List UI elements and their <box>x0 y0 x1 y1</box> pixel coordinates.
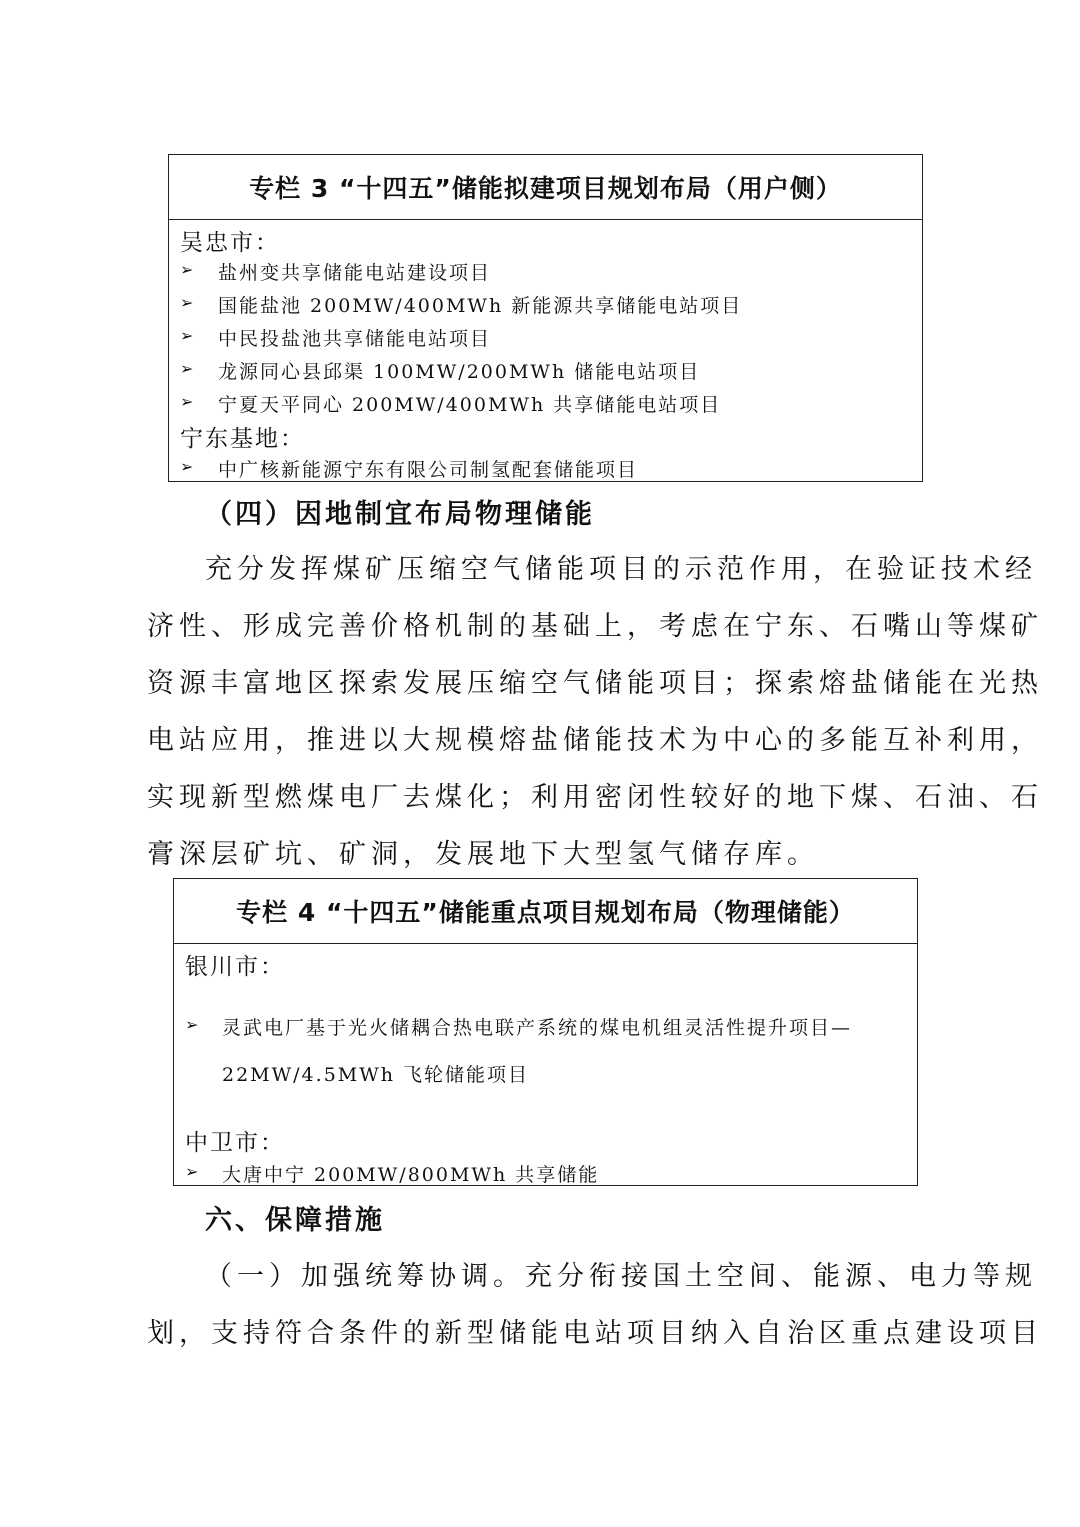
box3-region-ningdong: 宁东基地： <box>180 426 305 452</box>
bullet-icon: ➢ <box>180 293 194 312</box>
section4-line: 膏深层矿坑、矿洞，发展地下大型氢气储存库。 <box>147 839 819 870</box>
box3-region-wuzhong: 吴忠市： <box>180 230 280 256</box>
section4-line: 实现新型燃煤电厂去煤化；利用密闭性较好的地下煤、石油、石 <box>147 782 1043 813</box>
section6-line: （一）加强统筹协调。充分衔接国土空间、能源、电力等规 <box>205 1261 1037 1292</box>
bullet-icon: ➢ <box>185 1015 199 1034</box>
box3-item: 龙源同心县邱渠 100MW/200MWh 储能电站项目 <box>218 361 701 383</box>
box4-item-1-line1: 灵武电厂基于光火储耦合热电联产系统的煤电机组灵活性提升项目— <box>222 1017 853 1039</box>
box3-item: 盐州变共享储能电站建设项目 <box>218 262 492 284</box>
bullet-icon: ➢ <box>185 1162 199 1181</box>
box3-item: 宁夏天平同心 200MW/400MWh 共享储能电站项目 <box>218 394 722 416</box>
bullet-icon: ➢ <box>180 326 194 345</box>
section6-line: 划，支持符合条件的新型储能电站项目纳入自治区重点建设项目 <box>147 1318 1043 1349</box>
box3-item: 中广核新能源宁东有限公司制氢配套储能项目 <box>218 459 639 481</box>
section4-line: 资源丰富地区探索发展压缩空气储能项目；探索熔盐储能在光热 <box>147 668 1043 699</box>
box4-region-zhongwei: 中卫市： <box>185 1130 285 1156</box>
bullet-icon: ➢ <box>180 260 194 279</box>
box4-title: 专栏 4 “十四五”储能重点项目规划布局（物理储能） <box>174 879 917 944</box>
section6-heading: 六、保障措施 <box>205 1205 385 1236</box>
section4-line: 济性、形成完善价格机制的基础上，考虑在宁东、石嘴山等煤矿 <box>147 611 1043 642</box>
bullet-icon: ➢ <box>180 392 194 411</box>
box3-title: 专栏 3 “十四五”储能拟建项目规划布局（用户侧） <box>169 155 922 220</box>
box3-item: 国能盐池 200MW/400MWh 新能源共享储能电站项目 <box>218 295 743 317</box>
section4-line: 电站应用，推进以大规模熔盐储能技术为中心的多能互补利用， <box>147 725 1043 756</box>
box4-region-yinchuan: 银川市： <box>185 954 285 980</box>
bullet-icon: ➢ <box>180 457 194 476</box>
box3-item: 中民投盐池共享储能电站项目 <box>218 328 492 350</box>
bullet-icon: ➢ <box>180 359 194 378</box>
section4-line: 充分发挥煤矿压缩空气储能项目的示范作用，在验证技术经 <box>205 554 1037 585</box>
box4-item-1-line2: 22MW/4.5MWh 飞轮储能项目 <box>222 1064 530 1086</box>
box4-item-2: 大唐中宁 200MW/800MWh 共享储能 <box>222 1164 600 1186</box>
section4-heading: （四）因地制宜布局物理储能 <box>205 499 595 530</box>
